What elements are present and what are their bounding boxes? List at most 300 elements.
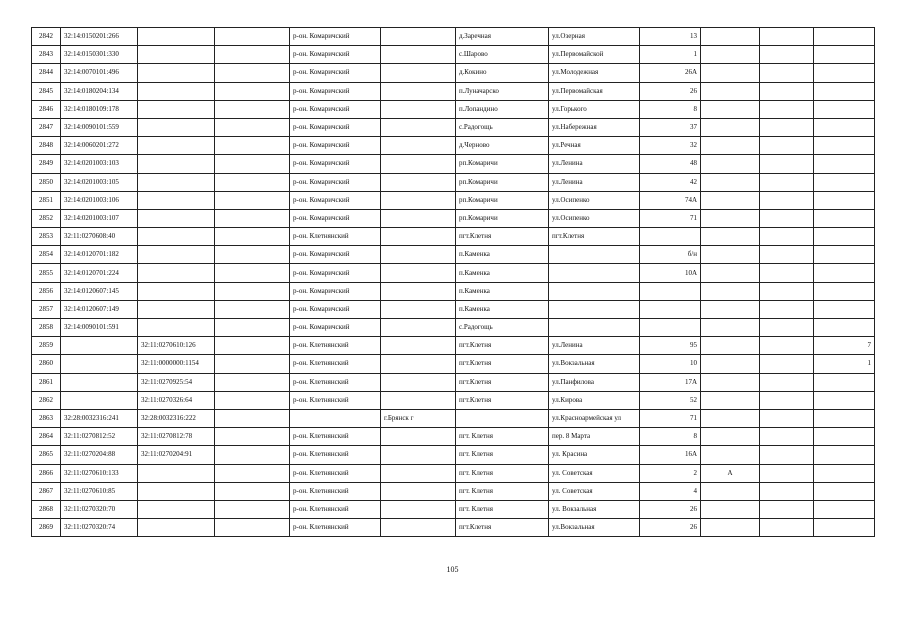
cell-district: р-он. Комаричский <box>290 173 381 191</box>
cell-empty <box>760 409 814 427</box>
cell-city <box>381 191 456 209</box>
table-row <box>32 118 875 136</box>
cell-settlement: д.Кокино <box>456 64 549 82</box>
cell-empty <box>215 482 290 500</box>
cell-street: ул.Кирова <box>549 391 640 409</box>
cell-settlement: пгт. Клетня <box>456 500 549 518</box>
cell-house <box>640 319 701 337</box>
cell-city <box>381 28 456 46</box>
cell-empty <box>760 464 814 482</box>
cell-settlement: с.Радогощь <box>456 319 549 337</box>
cell-cadastral-number-2 <box>138 118 215 136</box>
table-row <box>32 355 875 373</box>
cell-street: пер. 8 Марта <box>549 428 640 446</box>
cell-cadastral-number-2 <box>138 264 215 282</box>
cell-number: 2849 <box>32 155 61 173</box>
table-row <box>32 519 875 537</box>
cell-cadastral-number-2 <box>138 100 215 118</box>
cell-house: 37 <box>640 118 701 136</box>
cell-cadastral-number: 32:14:0060201:272 <box>61 137 138 155</box>
cell-number: 2844 <box>32 64 61 82</box>
cell-cadastral-number: 32:14:0120701:224 <box>61 264 138 282</box>
cell-apartment <box>814 100 875 118</box>
cell-city <box>381 118 456 136</box>
cell-house: 26А <box>640 64 701 82</box>
cell-number: 2854 <box>32 246 61 264</box>
cell-empty <box>760 100 814 118</box>
cell-settlement: пгт.Клетня <box>456 355 549 373</box>
cell-building <box>701 64 760 82</box>
cell-number: 2860 <box>32 355 61 373</box>
cell-street: ул.Панфилова <box>549 373 640 391</box>
cell-empty <box>215 373 290 391</box>
cell-cadastral-number-2: 32:11:0000000:1154 <box>138 355 215 373</box>
cell-empty <box>215 246 290 264</box>
cell-cadastral-number-2: 32:28:0032316:222 <box>138 409 215 427</box>
table-row <box>32 500 875 518</box>
cell-cadastral-number-2 <box>138 155 215 173</box>
cell-empty <box>215 355 290 373</box>
cell-building <box>701 137 760 155</box>
cell-empty <box>215 100 290 118</box>
cell-street <box>549 319 640 337</box>
cell-street: ул. Красина <box>549 446 640 464</box>
cell-apartment <box>814 64 875 82</box>
cell-cadastral-number <box>61 391 138 409</box>
cell-cadastral-number: 32:14:0180109:178 <box>61 100 138 118</box>
cell-number: 2857 <box>32 300 61 318</box>
cell-city <box>381 300 456 318</box>
cell-settlement <box>456 409 549 427</box>
cell-house <box>640 228 701 246</box>
cell-cadastral-number: 32:14:0090101:591 <box>61 319 138 337</box>
cell-building <box>701 373 760 391</box>
cell-street: ул.Озерная <box>549 28 640 46</box>
cell-number: 2850 <box>32 173 61 191</box>
cell-settlement: рп.Комаричи <box>456 209 549 227</box>
cell-apartment <box>814 519 875 537</box>
cell-house: 13 <box>640 28 701 46</box>
cell-house: 95 <box>640 337 701 355</box>
cell-number: 2843 <box>32 46 61 64</box>
cell-house: 16А <box>640 446 701 464</box>
cell-district: р-он. Клетнянский <box>290 428 381 446</box>
cell-empty <box>215 155 290 173</box>
cell-street: ул.Первомайской <box>549 46 640 64</box>
cell-empty <box>215 409 290 427</box>
cell-settlement: п.Лопандино <box>456 100 549 118</box>
cell-building <box>701 428 760 446</box>
cell-building <box>701 155 760 173</box>
cell-empty <box>760 337 814 355</box>
cell-cadastral-number-2: 32:11:0270925:54 <box>138 373 215 391</box>
cell-cadastral-number: 32:14:0070101:496 <box>61 64 138 82</box>
cell-number: 2862 <box>32 391 61 409</box>
cell-building <box>701 28 760 46</box>
cell-cadastral-number-2 <box>138 228 215 246</box>
cell-cadastral-number: 32:11:0270320:74 <box>61 519 138 537</box>
cell-city <box>381 155 456 173</box>
cell-number: 2853 <box>32 228 61 246</box>
cell-house <box>640 282 701 300</box>
cell-cadastral-number: 32:14:0120607:145 <box>61 282 138 300</box>
table-row <box>32 264 875 282</box>
cell-district: р-он. Комаричский <box>290 28 381 46</box>
cell-district: р-он. Комаричский <box>290 209 381 227</box>
cell-empty <box>760 137 814 155</box>
cell-building <box>701 300 760 318</box>
cell-cadastral-number-2 <box>138 464 215 482</box>
cell-cadastral-number-2 <box>138 137 215 155</box>
cell-apartment <box>814 28 875 46</box>
table-row <box>32 373 875 391</box>
cell-cadastral-number-2 <box>138 500 215 518</box>
cell-street: ул.Осипенко <box>549 209 640 227</box>
cell-district: р-он. Комаричский <box>290 155 381 173</box>
cell-cadastral-number: 32:14:0201003:105 <box>61 173 138 191</box>
cell-building <box>701 337 760 355</box>
cell-cadastral-number-2 <box>138 46 215 64</box>
cell-settlement: д.Заречная <box>456 28 549 46</box>
cell-house: 52 <box>640 391 701 409</box>
cell-cadastral-number <box>61 337 138 355</box>
cell-district: р-он. Клетнянский <box>290 464 381 482</box>
cell-settlement: п.Каменка <box>456 300 549 318</box>
cell-cadastral-number: 32:11:0270204:88 <box>61 446 138 464</box>
registry-table <box>31 27 875 537</box>
cell-cadastral-number: 32:11:0270610:133 <box>61 464 138 482</box>
cell-building <box>701 264 760 282</box>
cell-cadastral-number-2: 32:11:0270326:64 <box>138 391 215 409</box>
cell-empty <box>215 300 290 318</box>
cell-street: ул.Ленина <box>549 337 640 355</box>
cell-building <box>701 82 760 100</box>
cell-house: 4 <box>640 482 701 500</box>
cell-city <box>381 82 456 100</box>
cell-empty <box>760 373 814 391</box>
cell-number: 2848 <box>32 137 61 155</box>
cell-apartment <box>814 464 875 482</box>
cell-house: 2 <box>640 464 701 482</box>
cell-empty <box>215 428 290 446</box>
cell-empty <box>215 209 290 227</box>
cell-street: ул.Набережная <box>549 118 640 136</box>
cell-settlement: п.Каменка <box>456 282 549 300</box>
cell-district: р-он. Клетнянский <box>290 482 381 500</box>
cell-settlement: п.Луначарско <box>456 82 549 100</box>
cell-city <box>381 391 456 409</box>
cell-street: ул.Вокзальная <box>549 519 640 537</box>
cell-building <box>701 191 760 209</box>
cell-settlement: пгт.Клетня <box>456 519 549 537</box>
cell-building <box>701 319 760 337</box>
cell-apartment <box>814 500 875 518</box>
cell-empty <box>760 319 814 337</box>
cell-district: р-он. Клетнянский <box>290 446 381 464</box>
cell-cadastral-number-2 <box>138 519 215 537</box>
cell-district: р-он. Комаричский <box>290 82 381 100</box>
cell-number: 2865 <box>32 446 61 464</box>
cell-house: 17А <box>640 373 701 391</box>
cell-city <box>381 355 456 373</box>
cell-number: 2866 <box>32 464 61 482</box>
cell-apartment <box>814 428 875 446</box>
cell-district: р-он. Комаричский <box>290 137 381 155</box>
cell-cadastral-number: 32:11:0270610:85 <box>61 482 138 500</box>
cell-settlement: пгт.Клетня <box>456 228 549 246</box>
cell-city <box>381 137 456 155</box>
cell-district: р-он. Клетнянский <box>290 391 381 409</box>
cell-empty <box>215 228 290 246</box>
cell-settlement: рп.Комаричи <box>456 155 549 173</box>
cell-city <box>381 428 456 446</box>
cell-empty <box>760 391 814 409</box>
cell-street <box>549 264 640 282</box>
cell-house: 10А <box>640 264 701 282</box>
cell-house: 71 <box>640 209 701 227</box>
cell-number: 2847 <box>32 118 61 136</box>
cell-street: ул.Горького <box>549 100 640 118</box>
cell-street: ул. Советская <box>549 464 640 482</box>
cell-settlement: пгт. Клетня <box>456 482 549 500</box>
cell-empty <box>215 391 290 409</box>
cell-city: г.Брянск г <box>381 409 456 427</box>
cell-apartment: 7 <box>814 337 875 355</box>
cell-street: ул.Речная <box>549 137 640 155</box>
cell-number: 2856 <box>32 282 61 300</box>
cell-apartment: 1 <box>814 355 875 373</box>
cell-cadastral-number-2 <box>138 28 215 46</box>
cell-cadastral-number: 32:11:0270320:70 <box>61 500 138 518</box>
document-page <box>31 27 874 537</box>
cell-city <box>381 500 456 518</box>
cell-cadastral-number: 32:14:0201003:107 <box>61 209 138 227</box>
cell-city <box>381 373 456 391</box>
cell-city <box>381 337 456 355</box>
cell-street: ул. Советская <box>549 482 640 500</box>
table-row <box>32 337 875 355</box>
cell-street <box>549 300 640 318</box>
cell-number: 2868 <box>32 500 61 518</box>
page-number: 105 <box>446 565 459 574</box>
cell-city <box>381 173 456 191</box>
cell-building <box>701 246 760 264</box>
cell-cadastral-number-2 <box>138 300 215 318</box>
cell-building <box>701 100 760 118</box>
cell-empty <box>760 209 814 227</box>
cell-empty <box>760 28 814 46</box>
cell-empty <box>215 118 290 136</box>
table-row <box>32 409 875 427</box>
table-row <box>32 246 875 264</box>
cell-number: 2863 <box>32 409 61 427</box>
table-row <box>32 282 875 300</box>
cell-building: А <box>701 464 760 482</box>
cell-apartment <box>814 373 875 391</box>
cell-cadastral-number-2 <box>138 319 215 337</box>
cell-cadastral-number-2: 32:11:0270610:126 <box>138 337 215 355</box>
cell-settlement: пгт.Клетня <box>456 337 549 355</box>
table-row <box>32 173 875 191</box>
cell-empty <box>215 191 290 209</box>
cell-house: 26 <box>640 519 701 537</box>
cell-house: 26 <box>640 82 701 100</box>
cell-city <box>381 228 456 246</box>
table-row <box>32 319 875 337</box>
cell-empty <box>760 355 814 373</box>
cell-district: р-он. Клетнянский <box>290 337 381 355</box>
cell-empty <box>215 173 290 191</box>
cell-number: 2846 <box>32 100 61 118</box>
cell-district: р-он. Клетнянский <box>290 519 381 537</box>
table-row <box>32 82 875 100</box>
cell-cadastral-number: 32:14:0120607:149 <box>61 300 138 318</box>
cell-empty <box>215 137 290 155</box>
cell-street: ул.Осипенко <box>549 191 640 209</box>
cell-city <box>381 519 456 537</box>
cell-empty <box>215 319 290 337</box>
cell-apartment <box>814 246 875 264</box>
cell-number: 2867 <box>32 482 61 500</box>
cell-number: 2869 <box>32 519 61 537</box>
cell-city <box>381 100 456 118</box>
cell-empty <box>760 228 814 246</box>
cell-empty <box>760 246 814 264</box>
cell-district: р-он. Комаричский <box>290 282 381 300</box>
cell-number: 2859 <box>32 337 61 355</box>
cell-city <box>381 446 456 464</box>
cell-number: 2858 <box>32 319 61 337</box>
cell-city <box>381 482 456 500</box>
cell-settlement: рп.Комаричи <box>456 173 549 191</box>
table-row <box>32 46 875 64</box>
cell-city <box>381 64 456 82</box>
cell-empty <box>760 519 814 537</box>
cell-district: р-он. Комаричский <box>290 100 381 118</box>
cell-settlement: п.Каменка <box>456 264 549 282</box>
cell-cadastral-number: 32:14:0201003:106 <box>61 191 138 209</box>
cell-empty <box>760 264 814 282</box>
cell-cadastral-number-2 <box>138 82 215 100</box>
cell-settlement: с.Шарово <box>456 46 549 64</box>
cell-district: р-он. Комаричский <box>290 64 381 82</box>
cell-settlement: пгт. Клетня <box>456 464 549 482</box>
cell-empty <box>215 446 290 464</box>
cell-building <box>701 355 760 373</box>
cell-apartment <box>814 264 875 282</box>
cell-house: 74А <box>640 191 701 209</box>
cell-district: р-он. Клетнянский <box>290 228 381 246</box>
cell-number: 2864 <box>32 428 61 446</box>
cell-cadastral-number-2 <box>138 246 215 264</box>
cell-street: ул.Молодежная <box>549 64 640 82</box>
cell-district: р-он. Клетнянский <box>290 373 381 391</box>
cell-cadastral-number <box>61 355 138 373</box>
cell-empty <box>760 482 814 500</box>
table-row <box>32 391 875 409</box>
cell-empty <box>760 500 814 518</box>
cell-house <box>640 300 701 318</box>
cell-settlement: д.Черново <box>456 137 549 155</box>
cell-building <box>701 209 760 227</box>
cell-district: р-он. Комаричский <box>290 191 381 209</box>
cell-settlement: пгт. Клетня <box>456 428 549 446</box>
cell-apartment <box>814 482 875 500</box>
cell-district <box>290 409 381 427</box>
cell-cadastral-number-2 <box>138 282 215 300</box>
table-row <box>32 446 875 464</box>
cell-apartment <box>814 282 875 300</box>
cell-apartment <box>814 228 875 246</box>
cell-empty <box>760 300 814 318</box>
cell-street: ул.Первомайская <box>549 82 640 100</box>
cell-apartment <box>814 82 875 100</box>
cell-district: р-он. Клетнянский <box>290 355 381 373</box>
cell-cadastral-number-2: 32:11:0270204:91 <box>138 446 215 464</box>
cell-street <box>549 282 640 300</box>
cell-building <box>701 519 760 537</box>
cell-district: р-он. Комаричский <box>290 118 381 136</box>
cell-apartment <box>814 300 875 318</box>
cell-settlement: с.Радогощь <box>456 118 549 136</box>
cell-empty <box>215 264 290 282</box>
table-row <box>32 64 875 82</box>
cell-number: 2842 <box>32 28 61 46</box>
cell-empty <box>215 464 290 482</box>
cell-apartment <box>814 137 875 155</box>
cell-empty <box>760 428 814 446</box>
cell-empty <box>760 118 814 136</box>
cell-cadastral-number-2 <box>138 191 215 209</box>
cell-street: ул.Вокзальная <box>549 355 640 373</box>
cell-cadastral-number: 32:11:0270812:52 <box>61 428 138 446</box>
cell-empty <box>215 282 290 300</box>
cell-apartment <box>814 173 875 191</box>
cell-house: б/н <box>640 246 701 264</box>
cell-settlement: пгт.Клетня <box>456 373 549 391</box>
cell-number: 2851 <box>32 191 61 209</box>
cell-empty <box>760 82 814 100</box>
cell-house: 10 <box>640 355 701 373</box>
cell-house: 32 <box>640 137 701 155</box>
cell-district: р-он. Комаричский <box>290 246 381 264</box>
cell-district: р-он. Комаричский <box>290 264 381 282</box>
cell-number: 2845 <box>32 82 61 100</box>
cell-cadastral-number: 32:28:0032316:241 <box>61 409 138 427</box>
cell-empty <box>760 46 814 64</box>
cell-number: 2855 <box>32 264 61 282</box>
cell-building <box>701 446 760 464</box>
cell-empty <box>760 191 814 209</box>
cell-settlement: пгт.Клетня <box>456 391 549 409</box>
table-body <box>32 28 875 537</box>
cell-number: 2861 <box>32 373 61 391</box>
table-row <box>32 300 875 318</box>
cell-building <box>701 46 760 64</box>
table-row <box>32 155 875 173</box>
cell-empty <box>760 173 814 191</box>
cell-apartment <box>814 409 875 427</box>
cell-empty <box>760 64 814 82</box>
cell-settlement: пгт. Клетня <box>456 446 549 464</box>
cell-city <box>381 282 456 300</box>
cell-house: 8 <box>640 428 701 446</box>
cell-empty <box>215 519 290 537</box>
table-row <box>32 191 875 209</box>
cell-house: 8 <box>640 100 701 118</box>
cell-empty <box>760 446 814 464</box>
cell-empty <box>215 28 290 46</box>
